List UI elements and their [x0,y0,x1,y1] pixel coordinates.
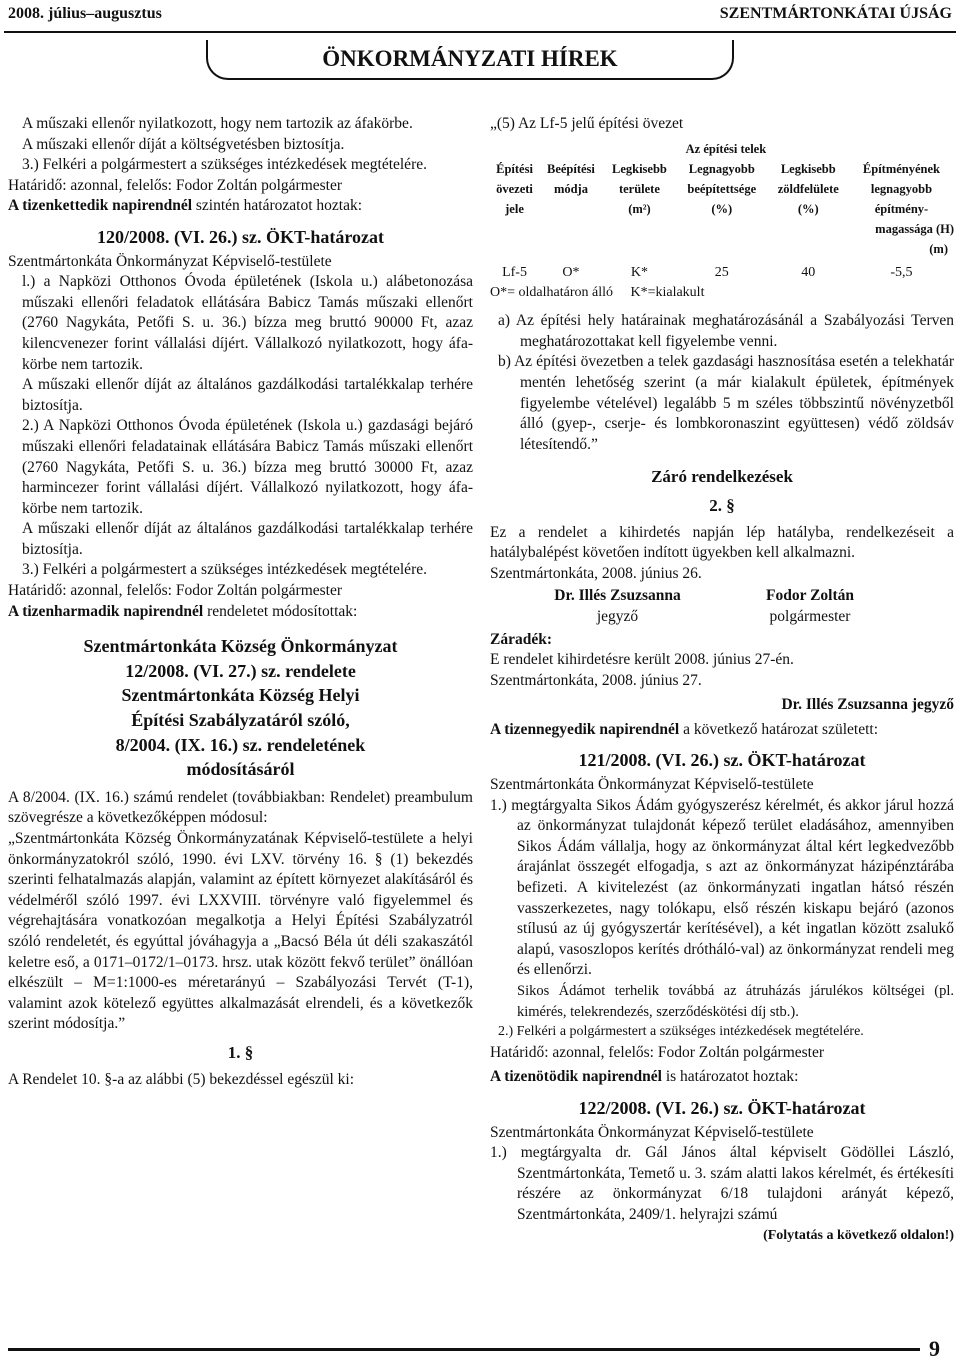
signature: Dr. Illés Zsuzsanna jegyző [781,696,954,714]
table-cell: Lf-5 [502,264,527,280]
resolution-item: A műszaki ellenőr díját az általános gazdálkodási tartalékkalap terhére biztosítja. [22,376,473,414]
header-rule [4,31,956,33]
table-legend: O*= oldalhatáron álló K*=kialakult [490,284,705,300]
resolution-item: Sikos Ádámot terhelik továbbá az átruházás járulékos költségei (pl. kimérés, telekrendezés, szerződéskötési díj stb.). [517,983,954,1020]
right-column [490,114,954,1246]
paragraph: A műszaki ellenőr díját a költségvetésben biztosítja. [22,135,345,153]
decree-title-line: Szentmártonkáta Község Helyi [121,685,360,706]
zone-rule: a) Az építési hely határainak meghatározásánál a Szabályozási Terven meghatározottakat kell figyelembe venni. [498,312,954,350]
decree-intro: A 8/2004. (IX. 16.) számú rendelet (továbbiakban: Rendelet) preambulum szövegrésze a következőképpen módosul: [8,788,473,827]
clause-label: Záradék: [490,630,552,648]
table-header-cell: Építményének legnagyobb építmény- magassága (H) (m) [862,161,954,256]
table-header-cell: Legkisebb területe (m²) [611,161,667,216]
agenda-text: rendeletet módosítottak: [203,602,358,620]
resolution-item: 1.) megtárgyalta dr. Gál János által képviselt Gödöllei László, Szentmártonkáta, Temető u. 3. szám alatti lakos kérelmét, és értékesíti részére az önkormányzat 6/18 tulajdoni arányát képező, Szentmártonkáta, 2409/1. helyrajzi számú [490,1144,954,1223]
resolution-item: 2.) Felkéri a polgármestert a szükséges intézkedések megtételére. [498,1024,864,1040]
resolution-item: l.) a Napközi Otthonos Óvoda épületének (Iskola u.) alábetonozása műszaki ellenőri feladatok ellátására Babicz Tamás műszaki ellenőrt (2760 Nagykáta, Petőfi S. u. 36.) bízza meg bruttó 90000 Ft, azaz kilencvenezer forint vállalási díjért. Vállalkozó nyilatkozott, hogy áfa-körbe nem tartozik. [22,273,473,373]
deadline-line: Határidő: azonnal, felelős: Fodor Zoltán polgármester [8,582,343,600]
page-number: 9 [929,1336,940,1361]
table-cell: -5,5 [890,264,913,280]
issue-date: 2008. július–augusztus [8,5,162,22]
decree-title-line: módosításáról [186,759,295,780]
signature: Dr. Illés Zsuzsanna jegyző [554,587,681,625]
table-cell: K* [630,264,648,280]
table-header-cell: Beépítési módja [546,161,595,196]
resolution-title: 121/2008. (VI. 26.) sz. ÖKT-határozat [578,750,866,771]
section-number: 1. § [227,1042,254,1062]
resolution-item: 1.) megtárgyalta Sikos Ádám gyógyszerész kérelmét, és akkor járul hozzá az önkormányzat tulajdonát képező terület eladásához, amennyiben Sikos Ádám vállalja, hogy az önkormányzat által kért legkedvezőbb árajánlat összegét elfogadja, s azt az önkormányzat házipénztárába befizeti. A kivitelezést (az önkormányzati ingatlan hátsó részén vasszerkezetes, nagy tolókapu, első részén kiskapu bejáró (azonos stílusú az új gyógyszertár kerítésével), a két ingatlan között zsalukő alapú, vasoszlopos kerítés drótháló-val) az önkormányzat rendeli meg és ellenőrzi. [490,796,954,979]
table-group-header: Az építési telek [685,141,767,156]
table-row [490,259,954,283]
section-text: Ez a rendelet a kihirdetés napján lép hatályba, rendelkezéseit a hatálybalépést követően indított ügyekben kell alkalmazni. [490,523,954,562]
newspaper-title: SZENTMÁRTONKÁTAI ÚJSÁG [719,5,952,22]
decree-title-line: Szentmártonkáta Község Önkormányzat [83,636,398,657]
resolution-body: Szentmártonkáta Önkormányzat Képviselő-testülete [490,776,814,794]
table-cell: 40 [801,264,816,280]
deadline-line: Határidő: azonnal, felelős: Fodor Zoltán polgármester [8,176,343,194]
agenda-label: A tizenkettedik napirendnél [8,197,193,215]
resolution-title: 120/2008. (VI. 26.) sz. ÖKT-határozat [97,226,384,247]
section-text: A Rendelet 10. §-a az alábbi (5) bekezdéssel egészül ki: [8,1070,355,1088]
agenda-intro [8,196,473,217]
zone-title: „(5) Az Lf-5 jelű építési övezet [490,115,684,132]
agenda-label: A tizennegyedik napirendnél [490,720,680,738]
agenda-text: is határozatot hoztak: [661,1068,799,1086]
paragraph: A műszaki ellenőr nyilatkozott, hogy nem tartozik az áfakörbe. [22,115,413,132]
agenda-intro [490,1067,954,1088]
decree-title [8,634,473,782]
decree-title-line: Építési Szabályzatáról szóló, [131,710,350,731]
date-line: Szentmártonkáta, 2008. június 27. [490,671,702,689]
agenda-label: A tizenharmadik napirendnél [8,602,204,620]
resolution-body: Szentmártonkáta Önkormányzat Képviselő-testülete [490,1123,814,1141]
agenda-intro [8,602,473,623]
resolution-body: Szentmártonkáta Önkormányzat Képviselő-testülete [8,252,332,270]
decree-title-line: 12/2008. (VI. 27.) sz. rendelete [125,660,356,681]
resolution-title: 122/2008. (VI. 26.) sz. ÖKT-határozat [578,1097,866,1118]
table-cell: O* [562,264,580,280]
table-header-cell: Építési övezeti jele [496,161,533,216]
paragraph: 3.) Felkéri a polgármestert a szükséges intézkedések megtételére. [22,156,427,174]
table-cell: 25 [714,264,729,280]
zone-rule: b) Az építési övezetben a telek gazdasági hasznosítása esetén a telekhatár mentén lehetőség szerint (a már kialakult épületek, építmények figyelembe vételével) legalább 5 m széles többszintű növényzetből álló (gyep-, cserje- és lombkoronaszint együttesen) védő zöldsáv létesítendő.” [498,353,954,453]
section-number: 2. § [709,495,735,515]
section-banner: ÖNKORMÁNYZATI HÍREK [206,40,734,80]
footer-rule [8,1348,920,1351]
signature: Fodor Zoltán polgármester [766,587,854,625]
agenda-text: szintén határozatot hoztak: [192,197,363,215]
decree-quote: „Szentmártonkáta Község Önkormányzatának Képviselő-testülete a helyi önkormányzatokról szóló, 1990. évi LXV. törvény 16. § (1) bekezdés szerinti felhatalmazás alapján, valamint az épített környezet alakításáról és védelméről szóló 1997. évi LXXVIII. törvényre való figyelemmel és végrehajtására vonatkozóan megalkotja a Helyi Építési Szabályzatról szóló rendeletét, és egyúttal jóváhagyja a „Bacsó Béla út déli szakaszától keletre eső, a 0171–0172/1–0173. hrsz. utak között fekvő terület” önállóan elkészült – M=1:1000-es méretarányú – Szabályozási Tervét (T-1), valamint azok kötelező együttes alkalmazását elrendeli, és a következők szerint módosítja.” [8,830,473,1033]
clause-text: E rendelet kihirdetésre került 2008. június 27-én. [490,651,794,669]
resolution-item: 2.) A Napközi Otthonos Óvoda épületének (Iskola u.) gazdasági bejáró műszaki ellenőri feladatainak ellátására Babicz Tamás műszaki ellenőrt (2760 Nagykáta, Petőfi S. u. 36.) bízza meg bruttó 30000 Ft, azaz harmincezer forint vállalási díjért. Vállalkozó nyilatkozott, hogy áfa-körbe nem tartozik. [22,417,473,517]
agenda-label: A tizenötödik napirendnél [490,1068,662,1086]
continued-note: (Folytatás a következő oldalon!) [763,1227,954,1243]
deadline-line: Határidő: azonnal, felelős: Fodor Zoltán polgármester [490,1043,825,1061]
closing-title: Záró rendelkezések [651,467,793,487]
agenda-text: a következő határozat született: [679,720,879,738]
table-header-cell: Legnagyobb beépítettsége (%) [687,161,757,216]
left-column [8,114,473,1090]
decree-title-line: 8/2004. (IX. 16.) sz. rendeletének [115,734,366,755]
agenda-intro [490,720,954,741]
signature-block [490,586,954,627]
date-line: Szentmártonkáta, 2008. június 26. [490,564,702,582]
zone-table [490,139,954,283]
resolution-item: A műszaki ellenőr díját az általános gazdálkodási tartalékkalap terhére biztosítja. [22,520,473,558]
table-header-cell: Legkisebb zöldfelülete (%) [777,161,839,216]
resolution-item: 3.) Felkéri a polgármestert a szükséges intézkedések megtételére. [22,561,427,579]
